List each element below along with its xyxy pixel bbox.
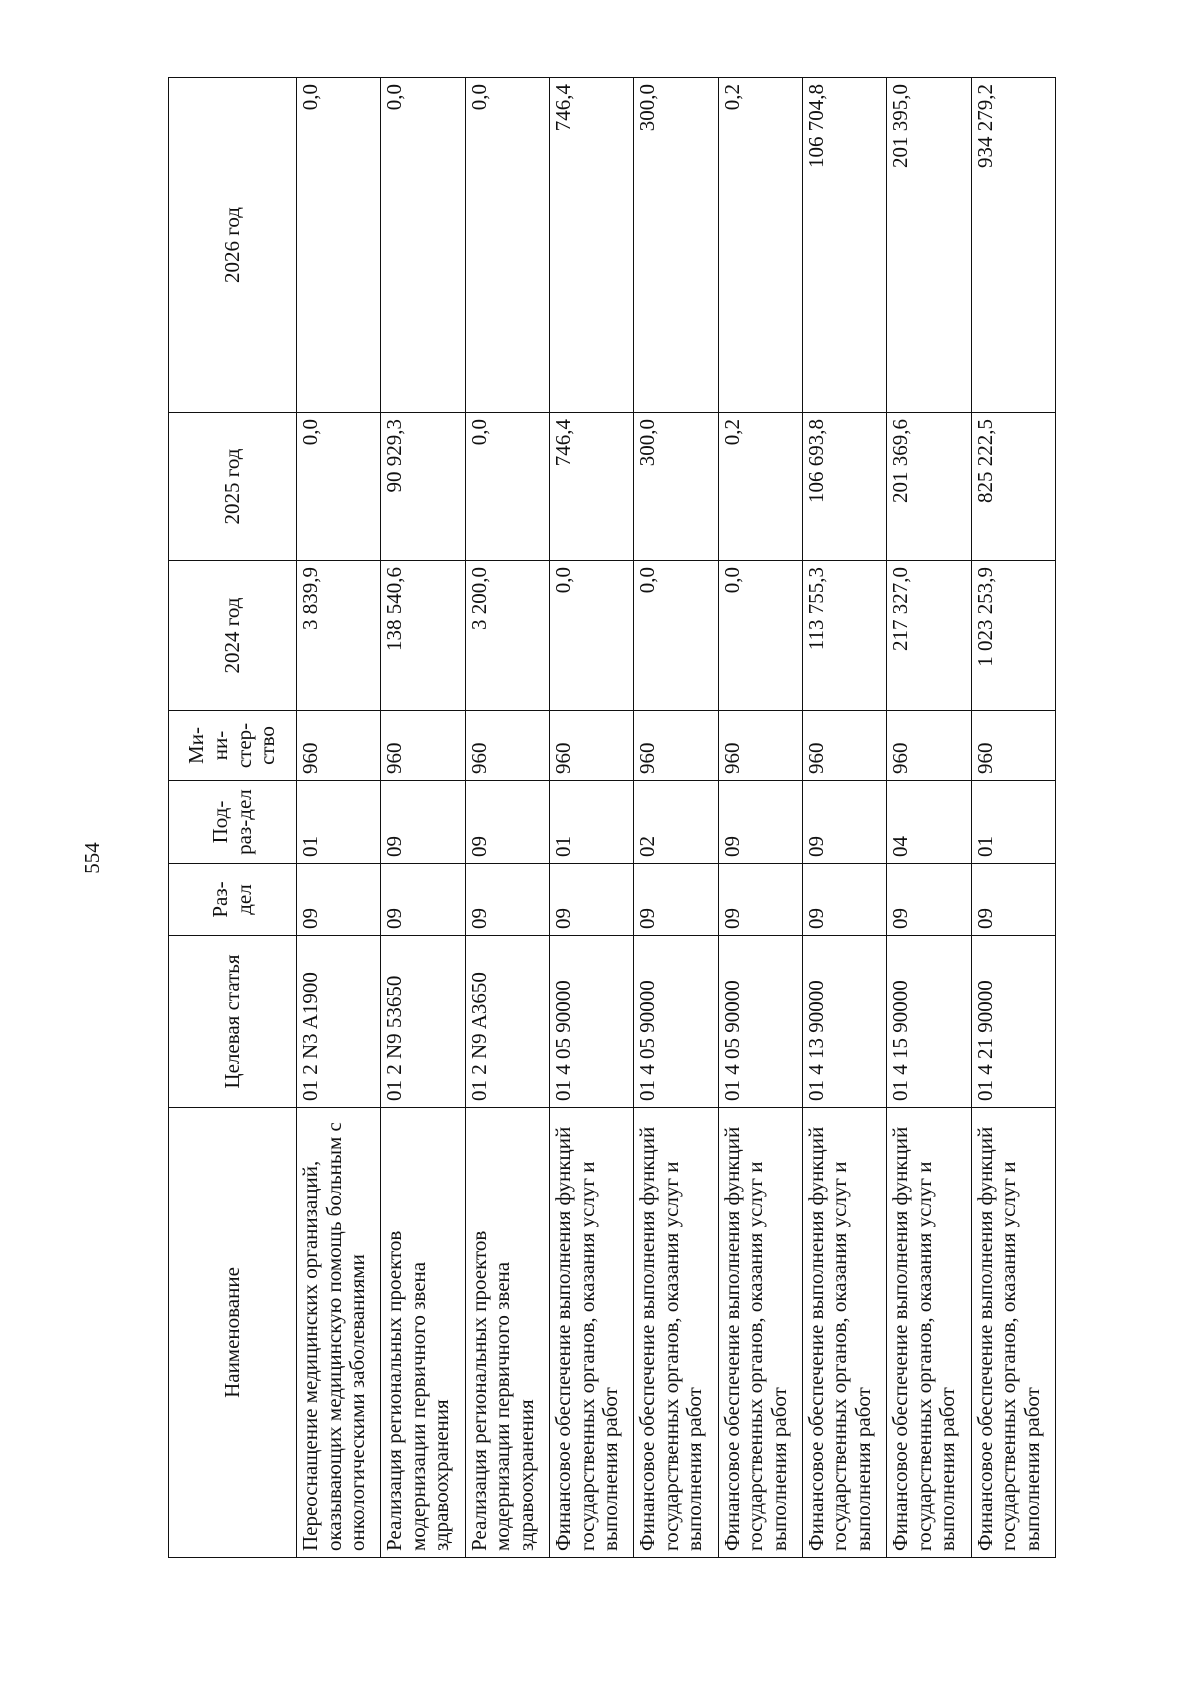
row-razdel: 09 (802, 864, 886, 936)
table-wrapper (168, 78, 1056, 1558)
row-value-2025: 0,0 (297, 413, 381, 561)
row-value-2025: 0,0 (465, 413, 549, 561)
row-name: Финансовое обеспечение выполнения функций государственных органов, оказания услуг и выполнения работ (549, 1108, 633, 1558)
row-value-2025: 0,2 (718, 413, 802, 561)
row-ministry: 960 (549, 711, 633, 781)
row-podrazdel: 04 (887, 781, 971, 864)
row-name: Финансовое обеспечение выполнения функций государственных органов, оказания услуг и выполнения работ (718, 1108, 802, 1558)
row-value-2026: 746,4 (549, 78, 633, 413)
row-target-article: 01 2 N9 53650 (381, 936, 465, 1108)
row-value-2024: 1 023 253,9 (971, 561, 1055, 711)
header-year-2025: 2025 год (169, 413, 297, 561)
table-row (381, 78, 465, 1558)
budget-table (168, 77, 1056, 1558)
row-value-2026: 0,0 (381, 78, 465, 413)
row-podrazdel: 09 (465, 781, 549, 864)
row-podrazdel: 09 (381, 781, 465, 864)
header-year-2026: 2026 год (169, 78, 297, 413)
row-podrazdel: 01 (297, 781, 381, 864)
row-value-2025: 746,4 (549, 413, 633, 561)
row-value-2024: 0,0 (634, 561, 718, 711)
header-target-article: Целевая статья (169, 936, 297, 1108)
row-ministry: 960 (971, 711, 1055, 781)
row-ministry: 960 (297, 711, 381, 781)
row-value-2025: 201 369,6 (887, 413, 971, 561)
table-row (634, 78, 718, 1558)
row-podrazdel: 09 (718, 781, 802, 864)
row-razdel: 09 (634, 864, 718, 936)
table-row (718, 78, 802, 1558)
row-razdel: 09 (381, 864, 465, 936)
row-ministry: 960 (718, 711, 802, 781)
row-razdel: 09 (718, 864, 802, 936)
row-name: Переоснащение медицинских организаций, оказывающих медицинскую помощь больным с онкологическими заболеваниями (297, 1108, 381, 1558)
row-name: Финансовое обеспечение выполнения функций государственных органов, оказания услуг и выполнения работ (634, 1108, 718, 1558)
table-row (887, 78, 971, 1558)
table-row (971, 78, 1055, 1558)
row-target-article: 01 4 05 90000 (634, 936, 718, 1108)
row-value-2024: 0,0 (718, 561, 802, 711)
row-name: Финансовое обеспечение выполнения функций государственных органов, оказания услуг и выполнения работ (802, 1108, 886, 1558)
row-value-2026: 300,0 (634, 78, 718, 413)
row-target-article: 01 4 15 90000 (887, 936, 971, 1108)
row-target-article: 01 4 21 90000 (971, 936, 1055, 1108)
row-value-2026: 934 279,2 (971, 78, 1055, 413)
row-value-2026: 201 395,0 (887, 78, 971, 413)
header-name: Наименование (169, 1108, 297, 1558)
row-value-2026: 0,0 (465, 78, 549, 413)
row-name: Финансовое обеспечение выполнения функций государственных органов, оказания услуг и выполнения работ (887, 1108, 971, 1558)
row-value-2024: 0,0 (549, 561, 633, 711)
header-ministry: Ми-ни-стер-ство (169, 711, 297, 781)
row-target-article: 01 4 05 90000 (549, 936, 633, 1108)
header-year-2024: 2024 год (169, 561, 297, 711)
row-value-2024: 138 540,6 (381, 561, 465, 711)
row-razdel: 09 (971, 864, 1055, 936)
table-header-row (169, 78, 297, 1558)
row-name: Финансовое обеспечение выполнения функций государственных органов, оказания услуг и выполнения работ (971, 1108, 1055, 1558)
row-value-2026: 0,2 (718, 78, 802, 413)
row-ministry: 960 (465, 711, 549, 781)
row-ministry: 960 (634, 711, 718, 781)
row-value-2025: 300,0 (634, 413, 718, 561)
row-target-article: 01 4 13 90000 (802, 936, 886, 1108)
table-row (297, 78, 381, 1558)
row-name: Реализация региональных проектов модернизации первичного звена здравоохранения (381, 1108, 465, 1558)
row-value-2025: 825 222,5 (971, 413, 1055, 561)
header-razdel: Раз-дел (169, 864, 297, 936)
row-ministry: 960 (381, 711, 465, 781)
row-value-2026: 0,0 (297, 78, 381, 413)
row-razdel: 09 (465, 864, 549, 936)
row-ministry: 960 (802, 711, 886, 781)
row-podrazdel: 09 (802, 781, 886, 864)
row-value-2024: 3 839,9 (297, 561, 381, 711)
row-target-article: 01 2 N9 A3650 (465, 936, 549, 1108)
row-razdel: 09 (549, 864, 633, 936)
row-name: Реализация региональных проектов модернизации первичного звена здравоохранения (465, 1108, 549, 1558)
row-target-article: 01 2 N3 A1900 (297, 936, 381, 1108)
row-value-2025: 106 693,8 (802, 413, 886, 561)
row-podrazdel: 01 (971, 781, 1055, 864)
row-value-2026: 106 704,8 (802, 78, 886, 413)
table-body (297, 78, 1056, 1558)
row-podrazdel: 02 (634, 781, 718, 864)
row-value-2024: 3 200,0 (465, 561, 549, 711)
row-ministry: 960 (887, 711, 971, 781)
table-row (802, 78, 886, 1558)
row-podrazdel: 01 (549, 781, 633, 864)
header-podrazdel: Под-раз-дел (169, 781, 297, 864)
row-razdel: 09 (887, 864, 971, 936)
row-value-2025: 90 929,3 (381, 413, 465, 561)
table-row (549, 78, 633, 1558)
table-row (465, 78, 549, 1558)
row-razdel: 09 (297, 864, 381, 936)
row-target-article: 01 4 05 90000 (718, 936, 802, 1108)
page-number: 554 (80, 842, 104, 874)
row-value-2024: 113 755,3 (802, 561, 886, 711)
row-value-2024: 217 327,0 (887, 561, 971, 711)
